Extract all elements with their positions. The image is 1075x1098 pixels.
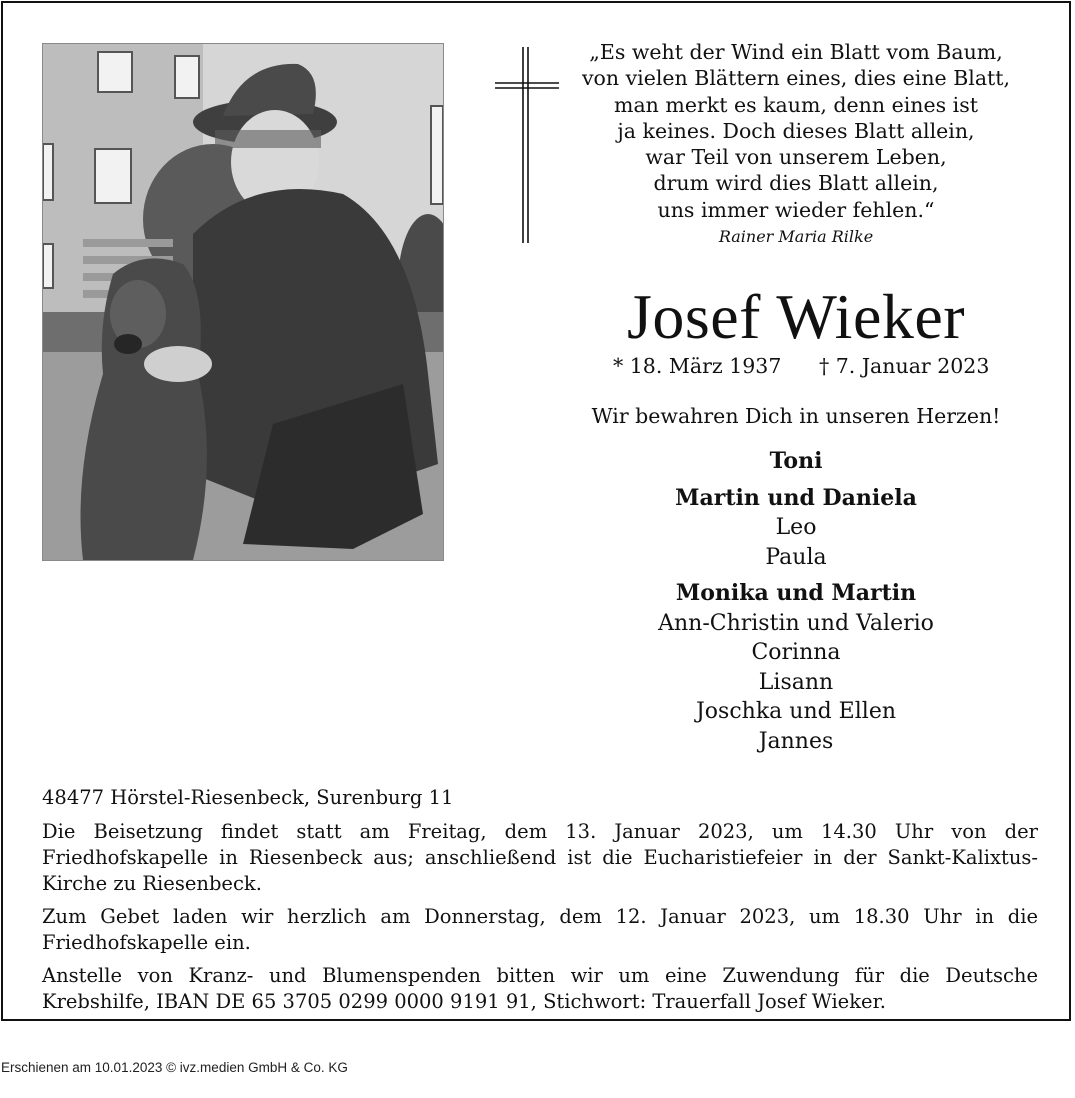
quote-line: war Teil von unserem Leben,: [645, 145, 947, 170]
quote-line: drum wird dies Blatt allein,: [653, 171, 939, 196]
address: 48477 Hörstel-Riesenbeck, Surenburg 11: [42, 786, 454, 809]
portrait-photo: [42, 43, 444, 561]
family-head: Martin und Daniela: [675, 484, 917, 511]
family-head: Toni: [769, 448, 823, 474]
funeral-details: [42, 785, 1038, 1022]
motto: Wir bewahren Dich in unseren Herzen!: [591, 404, 1001, 428]
family-member: Leo: [775, 515, 817, 540]
cross-icon: [493, 45, 561, 245]
rilke-quote: [563, 39, 1029, 251]
family-member: Ann-Christin und Valerio: [658, 610, 934, 636]
obituary-frame: [1, 1, 1071, 1021]
birth-date: * 18. März 1937: [613, 354, 782, 378]
donation-paragraph: Anstelle von Kranz- und Blumenspenden bitten wir um eine Zuwendung für die Deutsche Krebshilfe, IBAN DE 65 3705 0299 0000 9191 91, Stichwort: Trauerfall Josef Wieker.: [42, 964, 1038, 1013]
burial-paragraph: Die Beisetzung findet statt am Freitag, dem 13. Januar 2023, um 14.30 Uhr von der Friedhofskapelle in Riesenbeck aus; anschließend ist die Eucharistiefeier in der Sankt-Kalixtus-Kirche zu Riesenbeck.: [42, 820, 1038, 895]
quote-line: uns immer wieder fehlen.“: [657, 197, 935, 222]
deceased-name: Josef Wieker: [626, 281, 966, 352]
quote-line: von vielen Blättern eines, dies eine Blatt,: [581, 66, 1011, 91]
family-member: Jannes: [758, 728, 834, 754]
family-head: Monika und Martin: [675, 580, 917, 606]
family-list: [563, 447, 1029, 756]
family-member: Joschka und Ellen: [695, 699, 897, 724]
quote-author: Rainer Maria Rilke: [718, 227, 874, 247]
family-member: Paula: [765, 544, 827, 570]
prayer-paragraph: Zum Gebet laden wir herzlich am Donnerstag, dem 12. Januar 2023, um 18.30 Uhr in die Friedhofskapelle ein.: [42, 905, 1038, 954]
family-member: Lisann: [758, 669, 834, 695]
family-member: Corinna: [751, 640, 841, 665]
quote-line: ja keines. Doch dieses Blatt allein,: [617, 118, 975, 143]
quote-line: man merkt es kaum, denn eines ist: [614, 92, 978, 117]
publication-footer: Erschienen am 10.01.2023 © ivz.medien GmbH & Co. KG: [1, 1060, 348, 1075]
death-date: † 7. Januar 2023: [819, 354, 990, 378]
quote-line: „Es weht der Wind ein Blatt vom Baum,: [589, 40, 1003, 64]
